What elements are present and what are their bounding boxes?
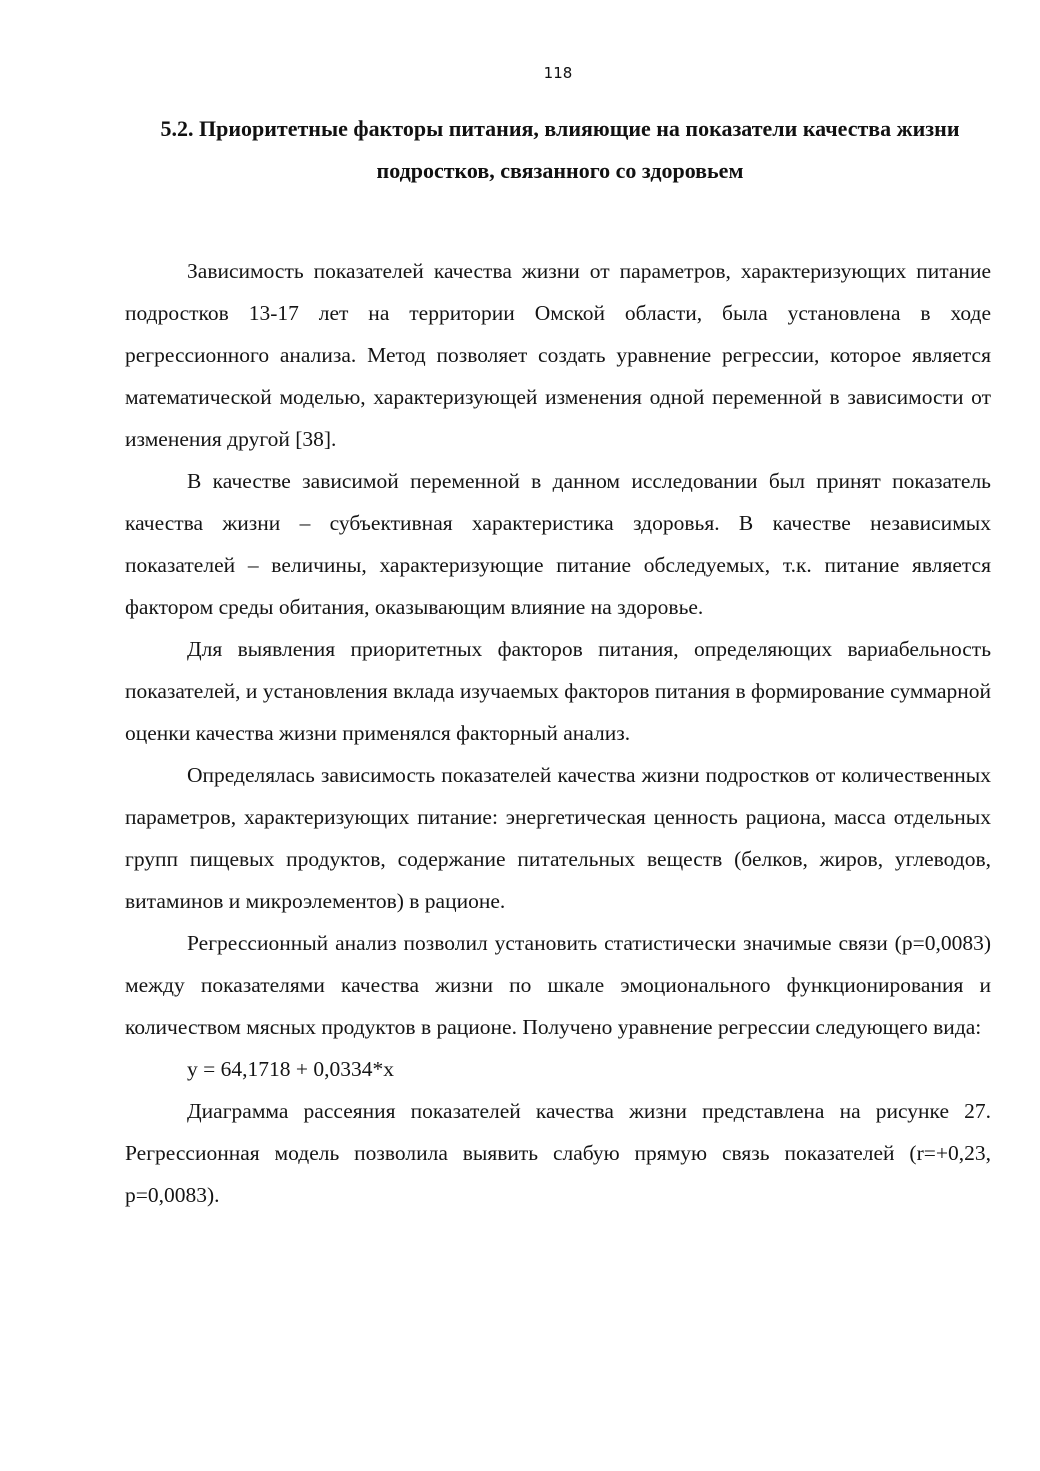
regression-equation: y = 64,1718 + 0,0334*x — [187, 1057, 395, 1081]
paragraph: Определялась зависимость показателей качества жизни подростков от количественных параметров, характеризующих питание: энергетическая ценность рациона, масса отдельных групп пищевых продуктов, содержание питательных веществ (белков, жиров, углеводов, витаминов и микроэлементов) в рационе. — [125, 763, 991, 913]
paragraph: Регрессионный анализ позволил установить статистически значимые связи (p=0,0083) между показателями качества жизни по шкале эмоционального функционирования и количеством мясных продуктов в рационе. Получено уравнение регрессии следующего вида: — [125, 931, 991, 1039]
paragraph: В качестве зависимой переменной в данном исследовании был принят показатель качества жизни – субъективная характеристика здоровья. В качестве независимых показателей – величины, характеризующие питание обследуемых, т.к. питание является фактором среды обитания, оказывающим влияние на здоровье. — [125, 469, 991, 619]
section-heading: 5.2. Приоритетные факторы питания, влияющие на показатели качества жизни подростков, связанного со здоровьем — [160, 116, 960, 183]
paragraph: Диаграмма рассеяния показателей качества жизни представлена на рисунке 27. Регрессионная модель позволила выявить слабую прямую связь показателей (r=+0,23, p=0,0083). — [125, 1099, 991, 1207]
paragraph: Зависимость показателей качества жизни от параметров, характеризующих питание подростков 13-17 лет на территории Омской области, была установлена в ходе регрессионного анализа. Метод позволяет создать уравнение регрессии, которое является математической моделью, характеризующей изменения одной переменной в зависимости от изменения другой [38]. — [125, 259, 991, 451]
paragraph: Для выявления приоритетных факторов питания, определяющих вариабельность показателей, и установления вклада изучаемых факторов питания в формирование суммарной оценки качества жизни применялся факторный анализ. — [125, 637, 991, 745]
body-text — [125, 250, 991, 1216]
page-number: 118 — [543, 64, 573, 82]
